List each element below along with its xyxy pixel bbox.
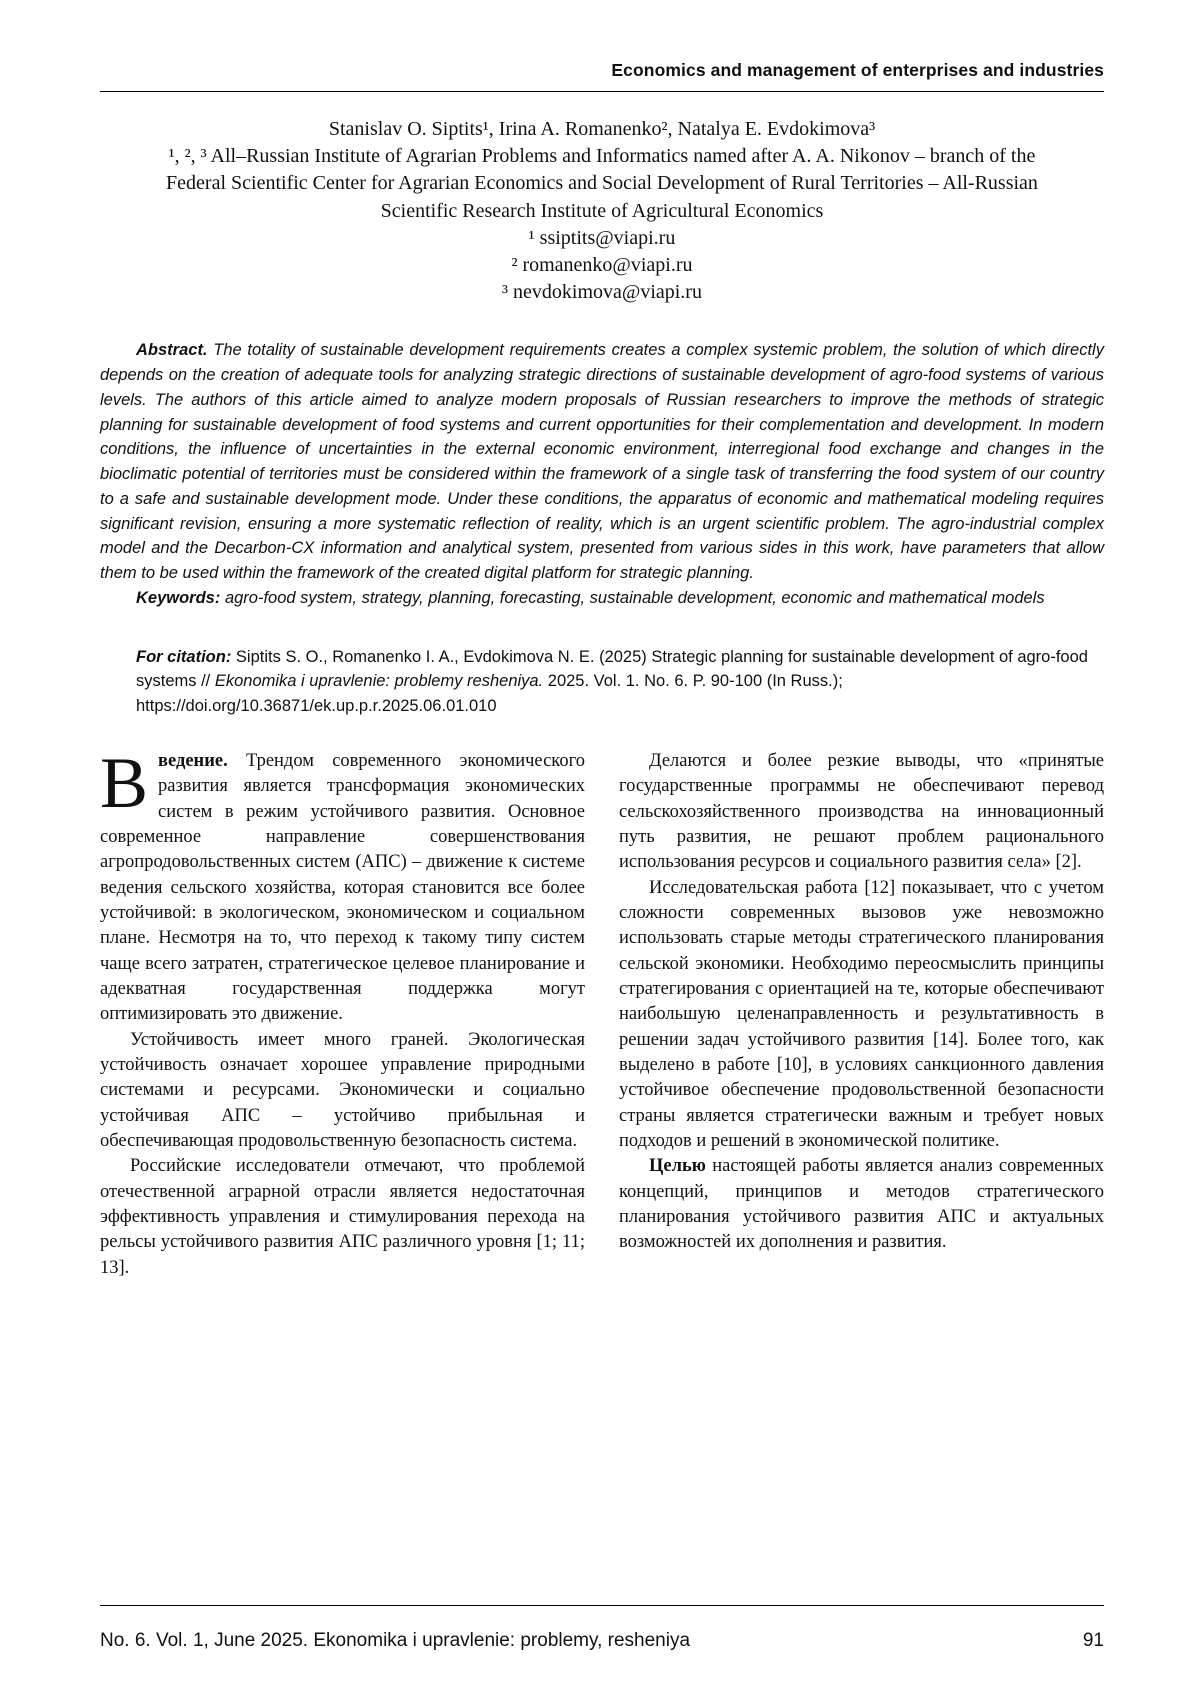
citation-label: For citation: — [136, 647, 232, 666]
body-paragraph: Целью настоящей работы является анализ современных концепций, принципов и методов стратегического планирования устойчивого развития АПС и актуальных возможностей их дополнения и развития. — [619, 1156, 1104, 1253]
abstract-text: The totality of sustainable development requirements creates a complex systemic problem, the solution of which directly depends on the creation of adequate tools for analyzing strategic directions of sustainable development of agro-food systems of various levels. The authors of this article aimed to analyze modern proposals of Russian researchers to improve the methods of strategic planning for sustainable development of food systems and current opportunities for their complementation and development. In modern conditions, the influence of uncertainties in the external economic environment, interregional food exchange and changes in the bioclimatic potential of territories must be considered within the framework of a single task of transferring the food system of our country to a safe and sustainable development mode. Under these conditions, the apparatus of economic and mathematical modeling requires significant revision, ensuring a more systematic reflection of reality, which is an urgent scientific problem. The agro-industrial complex model and the Decarbon-CX information and analytical system, presented from various sides in this work, have parameters that allow them to be used within the framework of the created digital platform for strategic planning. — [100, 341, 1104, 583]
emails-block — [100, 225, 1104, 307]
citation-block — [100, 645, 1104, 719]
author-email-1: ¹ ssiptits@viapi.ru — [528, 226, 676, 249]
page-footer — [100, 1605, 1104, 1652]
dropcap-letter: В — [100, 742, 149, 823]
abstract-section — [100, 338, 1104, 610]
page-header — [100, 60, 1104, 92]
footer-issue-line: No. 6. Vol. 1, June 2025. Ekonomika i upravlenie: problemy, resheniya — [100, 1630, 691, 1651]
body-left-column — [100, 742, 585, 1281]
article-body — [100, 742, 1104, 1281]
keywords-paragraph — [100, 586, 1104, 611]
authors-block — [100, 116, 1104, 306]
running-head: Economics and management of enterprises and industries — [611, 60, 1104, 80]
keywords-label: Keywords: — [136, 588, 221, 607]
keywords-text: agro-food system, strategy, planning, forecasting, sustainable development, economic and mathematical models — [224, 588, 1045, 607]
header-rule — [100, 91, 1104, 92]
body-paragraph: Российские исследователи отмечают, что проблемой отечественной аграрной отрасли является недостаточная эффективность управления и стимулирования перехода на рельсы устойчивого развития АПС различного уровня [1; 11; 13]. — [100, 1156, 585, 1278]
author-email-2: ² romanenko@viapi.ru — [511, 253, 693, 276]
doi-link[interactable]: https://doi.org/10.36871/ek.up.p.r.2025.06.01.010 — [136, 697, 497, 716]
body-paragraph: Введение. Трендом современного экономического развития является трансформация экономических систем в режим устойчивого развития. Основное современное направление совершенствования агропродовольственных систем (АПС) – движение к системе ведения сельского хозяйства, которая становится все более устойчивой: в экологическом, экономическом и социальном плане. Несмотря на то, что переход к такому типу систем чаще всего затратен, стратегическое целевое планирование и адекватная государственная поддержка могут оптимизировать это движение. — [100, 742, 585, 1025]
abstract-paragraph — [100, 338, 1104, 586]
body-right-column — [619, 749, 1104, 1281]
affiliation: ¹, ², ³ All–Russian Institute of Agrarian Problems and Informatics named after A. A. Nikonov – branch of the Federal Scientific Center for Agrarian Economics and Social Development of Rural Territories – All-Russian Scientific Research Institute of Agricultural Economics — [166, 145, 1038, 222]
citation-journal-title: Ekonomika i upravlenie: problemy resheniya. — [214, 672, 544, 691]
authors-line: Stanislav O. Siptits¹, Irina A. Romanenko², Natalya E. Evdokimova³ — [328, 118, 876, 140]
body-paragraph: Делаются и более резкие выводы, что «принятые государственные программы не обеспечивают перевод сельскохозяйственного производства на инновационный путь развития, не решают проблем рационального использования ресурсов и социального развития села» [2]. — [619, 750, 1104, 873]
abstract-label: Abstract. — [136, 341, 208, 360]
author-email-3: ³ nevdokimova@viapi.ru — [502, 281, 702, 304]
citation-text-2: 2025. Vol. 1. No. 6. P. 90-100 (In Russ.); — [543, 672, 843, 691]
citation-text: Siptits S. O., Romanenko I. A., Evdokimova N. E. (2025) Strategic planning for sustainable development of agro-food systems // — [136, 647, 1088, 691]
paragraph-lead: ведение. — [158, 750, 228, 771]
page-number: 91 — [1082, 1630, 1104, 1651]
body-paragraph: Исследовательская работа [12] показывает, что с учетом сложности современных вызовов уже невозможно использовать старые методы стратегического планирования сельской экономики. Необходимо переосмыслить принципы стратегирования с ориентацией на те, которые обеспечивают наибольшую целенаправленность и результативность в решении задач устойчивого развития [14]. Более того, как выделено в работе [10], в условиях санкционного давления устойчивое обеспечение продовольственной безопасности страны является стратегически важным и требует новых подходов и решений в экономической политике. — [619, 877, 1104, 1151]
footer-rule — [100, 1605, 1104, 1606]
paragraph-lead: Целью — [649, 1156, 706, 1177]
body-paragraph: Устойчивость имеет много граней. Экологическая устойчивость означает хорошее управление природными системами и ресурсами. Экономически и социально устойчивая АПС – устойчиво прибыльная и обеспечивающая продовольственную безопасность система. — [100, 1029, 585, 1151]
